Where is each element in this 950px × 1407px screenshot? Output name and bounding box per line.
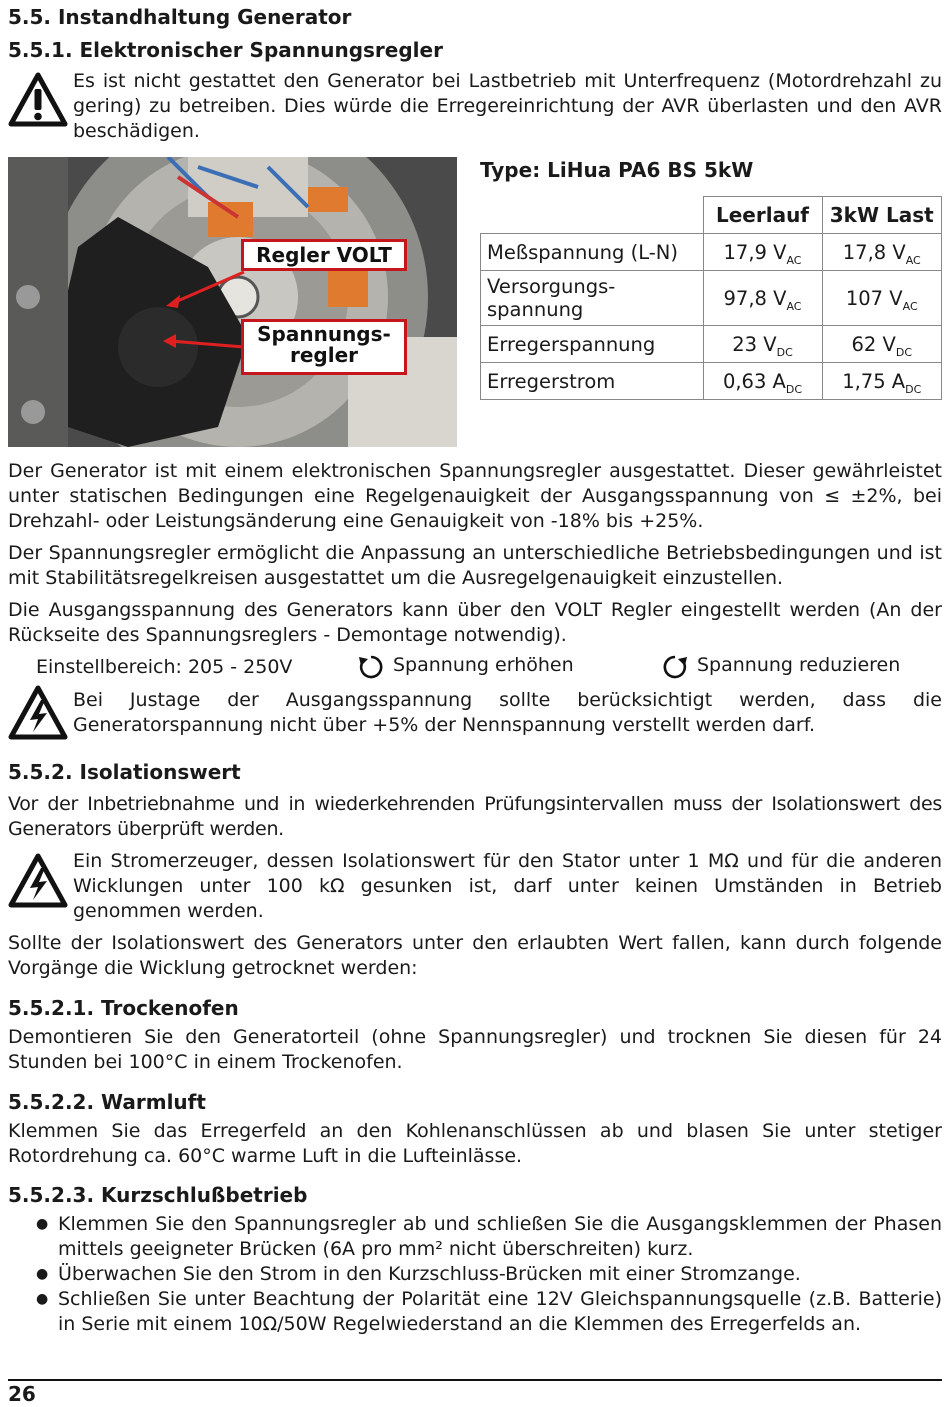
label-spannungsregler-line1: Spannungs- xyxy=(257,322,391,346)
paragraph-insulation-check: Vor der Inbetriebnahme und in wiederkehrenden Prüfungsintervallen muss der Isolationswert des Generators überprüft werden. xyxy=(8,793,942,840)
table-header-leerlauf: Leerlauf xyxy=(703,197,822,234)
rotate-counterclockwise-icon xyxy=(662,654,688,680)
warning-voltage-limit-text: Bei Justage der Ausgangsspannung sollte berücksichtigt werden, dass die Generatorspannung nicht über +5% der Nennspannung verstellt werden darf. xyxy=(73,689,942,736)
paragraph-oven: Demontieren Sie den Generatorteil (ohne Spannungsregler) und trocknen Sie diesen für 24 Stunden bei 100°C in einem Trockenofen. xyxy=(8,1026,942,1073)
paragraph-volt-adjust: Die Ausgangsspannung des Generators kann über den VOLT Regler eingestellt werden (An der Rückseite des Spannungsreglers - Demontage notwendig). xyxy=(8,599,942,646)
table-header-3kw-last: 3kW Last xyxy=(822,197,942,234)
warning-exclamation-icon xyxy=(8,72,68,128)
page-number: 26 xyxy=(8,1382,36,1406)
value-cell: 62 $V_{DC}$ xyxy=(822,326,942,363)
warning-underfrequency-text: Es ist nicht gestattet den Generator bei Lastbetrieb mit Unterfrequenz (Motordrehzahl zu gering) zu betreiben. Dies würde die Erregereinrichtung der AVR überlasten und den AVR beschädigen. xyxy=(73,70,942,142)
heading-5-5-2-1: 5.5.2.1. Trockenofen xyxy=(8,996,239,1020)
spec-table xyxy=(480,196,942,400)
row-label: Erregerspannung xyxy=(481,326,704,363)
table-header-blank xyxy=(481,197,704,234)
row-label: Versorgungs- spannung xyxy=(481,271,704,326)
paragraph-regulator-accuracy: Der Generator ist mit einem elektronischen Spannungsregler ausgestattet. Dieser gewährleistet unter statischen Bedingungen eine Regelgenauigkeit der Ausgangsspannung von ≤ ±2%, bei Drehzahl- oder Leistungsänderung eine Genauigkeit von -18% bis +25%. xyxy=(8,460,942,532)
list-item: ● Überwachen Sie den Strom in den Kurzschluss-Brücken mit einer Stromzange. xyxy=(8,1262,942,1287)
value-cell: 23 $V_{DC}$ xyxy=(703,326,822,363)
paragraph-warm-air: Klemmen Sie das Erregerfeld an den Kohlenanschlüssen ab und blasen Sie unter stetiger Rotordrehung ca. 60°C warme Luft in die Lufteinlässe. xyxy=(8,1120,942,1167)
value-cell: 1,75 $A_{DC}$ xyxy=(822,363,942,400)
value-cell: 97,8 $V_{AC}$ xyxy=(703,271,822,326)
value-cell: 0,63 $A_{DC}$ xyxy=(703,363,822,400)
increase-voltage-label: Spannung erhöhen xyxy=(393,654,574,676)
heading-5-5-2: 5.5.2. Isolationswert xyxy=(8,760,241,784)
warning-insulation-text: Ein Stromerzeuger, dessen Isolationswert für den Stator unter 1 MΩ und für die anderen Wicklungen unter 100 kΩ gesunken ist, darf unter keinen Umständen in Betrieb genommen werden. xyxy=(73,850,942,922)
decrease-voltage-label: Spannung reduzieren xyxy=(697,654,901,676)
value-cell: 17,8 $V_{AC}$ xyxy=(822,234,942,271)
row-label: Meßspannung (L-N) xyxy=(481,234,704,271)
adjust-range: Einstellbereich: 205 - 250V xyxy=(36,656,293,678)
value-cell: 17,9 $V_{AC}$ xyxy=(703,234,822,271)
heading-5-5-1: 5.5.1. Elektronischer Spannungsregler xyxy=(8,38,443,62)
label-regler-volt: Regler VOLT xyxy=(241,239,407,271)
table-row xyxy=(481,363,942,400)
footer-rule xyxy=(8,1379,942,1381)
electrical-hazard-icon xyxy=(8,685,68,741)
short-circuit-steps-list xyxy=(8,1212,942,1337)
heading-5-5-2-3: 5.5.2.3. Kurzschlußbetrieb xyxy=(8,1183,308,1207)
electrical-hazard-icon xyxy=(8,853,68,909)
paragraph-drying-intro: Sollte der Isolationswert des Generators unter den erlaubten Wert fallen, kann durch folgende Vorgänge die Wicklung getrocknet werden: xyxy=(8,932,942,979)
generator-photo xyxy=(8,157,457,447)
heading-5-5: 5.5. Instandhaltung Generator xyxy=(8,5,352,29)
table-header-row xyxy=(481,197,942,234)
row-label: Erregerstrom xyxy=(481,363,704,400)
table-row xyxy=(481,234,942,271)
label-spannungsregler xyxy=(241,319,407,375)
list-item: ● Schließen Sie unter Beachtung der Polarität eine 12V Gleichspannungsquelle (z.B. Batterie) in Serie mit einem 10Ω/50W Regelwiederstand an die Klemmen des Erregerfelds an. xyxy=(8,1287,942,1337)
generator-photo-illustration xyxy=(8,157,457,447)
heading-5-5-2-2: 5.5.2.2. Warmluft xyxy=(8,1090,206,1114)
table-row xyxy=(481,326,942,363)
rotate-clockwise-icon xyxy=(358,654,384,680)
list-item: ● Klemmen Sie den Spannungsregler ab und schließen Sie die Ausgangsklemmen der Phasen mittels geeigneter Brücken (6A pro mm² nicht überschreiten) kurz. xyxy=(8,1212,942,1262)
value-cell: 107 $V_{AC}$ xyxy=(822,271,942,326)
paragraph-regulator-adaptation: Der Spannungsregler ermöglicht die Anpassung an unterschiedliche Betriebsbedingungen und ist mit Stabilitätsregelkreisen ausgestattet um die Ausregelgenauigkeit einzustellen. xyxy=(8,542,942,589)
type-title: Type: LiHua PA6 BS 5kW xyxy=(480,158,754,182)
table-row xyxy=(481,271,942,326)
label-spannungsregler-line2: regler xyxy=(289,343,359,367)
